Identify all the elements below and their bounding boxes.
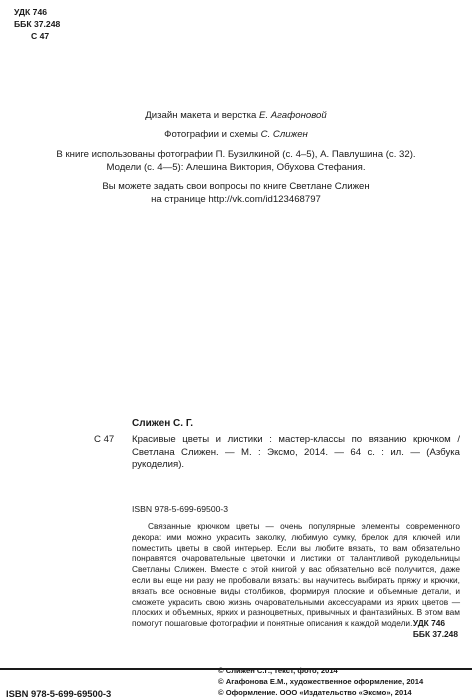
bbk-code-bottom: ББК 37.248 — [412, 629, 458, 639]
questions-note — [0, 180, 472, 206]
copyright-line: © Агафонова Е.М., художественное оформление, 2014 — [218, 676, 424, 686]
author-sign: С 47 — [31, 31, 50, 41]
record-author: Слижен С. Г. — [132, 418, 194, 429]
udk-code-bottom: УДК 746 — [412, 618, 446, 628]
isbn-bottom: ISBN 978-5-699-69500-3 — [6, 688, 112, 699]
bbk-code: ББК 37.248 — [14, 19, 61, 29]
layout-credit-name: Е. Агафоновой — [259, 110, 327, 121]
record-sign: С 47 — [94, 434, 115, 445]
photo-credit-name: С. Слижен — [260, 129, 308, 140]
record-isbn: ISBN 978-5-699-69500-3 — [132, 504, 229, 514]
record-annotation — [132, 521, 460, 629]
layout-credit — [0, 109, 472, 122]
photos-used-line-1: В книге использованы фотографии П. Бузилкиной (с. 4–5), А. Павлушина (с. 32). — [56, 149, 416, 160]
copyright-block — [218, 666, 423, 698]
udk-code: УДК 746 — [14, 7, 48, 17]
layout-credit-prefix: Дизайн макета и верстка — [145, 110, 257, 121]
photo-credit-prefix: Фотографии и схемы — [164, 129, 258, 140]
record-title: Красивые цветы и листики : мастер-классы по вязанию крючком / Светлана Слижен. — М. : Эксмо, 2014. — 64 с. : ил. — (Азбука рукоделия). — [132, 434, 460, 470]
annotation-text: Связанные крючком цветы — очень популярные элементы современного декора: ими можно украсить заколку, любимую сумку, брелок для ключей или поместить цветы в свой интерьер. Если вы любите вязать, то вам обязательно понравятся очаровательные цветочки и листики от талантливой рукодельницы Светланы Слижен. Вместе с этой книгой у вас обязательно всё получится, даже если вы еще ни разу не пробовали вязать: вы научитесь выбирать пряжу и крючки, вязать все основные виды столбиков, формируя плоские и объемные детали, и сможете украсить свою жизнь очаровательными аксессуарами из ярких цветов — плоских и объемных, ярких и разноцветных, привычных и фантазийных. В этом вам помогут пошаговые фотографии и понятные описания к каждой модели. — [132, 521, 460, 629]
classification-codes-top — [14, 6, 60, 42]
photo-credit — [0, 128, 472, 141]
models-line: Модели (с. 4—5): Алешина Виктория, Обухова Стефания. — [106, 162, 366, 173]
copyright-line: © Оформление. ООО «Издательство «Эксмо», 2014 — [218, 687, 412, 697]
questions-line-1: Вы можете задать свои вопросы по книге Светлане Слижен — [102, 181, 370, 192]
photos-used-note — [0, 148, 472, 174]
copyright-line: © Слижен С.Г., текст, фото, 2014 — [218, 666, 338, 675]
questions-line-2: на странице http://vk.com/id123468797 — [151, 194, 321, 205]
classification-codes-bottom — [413, 618, 458, 640]
